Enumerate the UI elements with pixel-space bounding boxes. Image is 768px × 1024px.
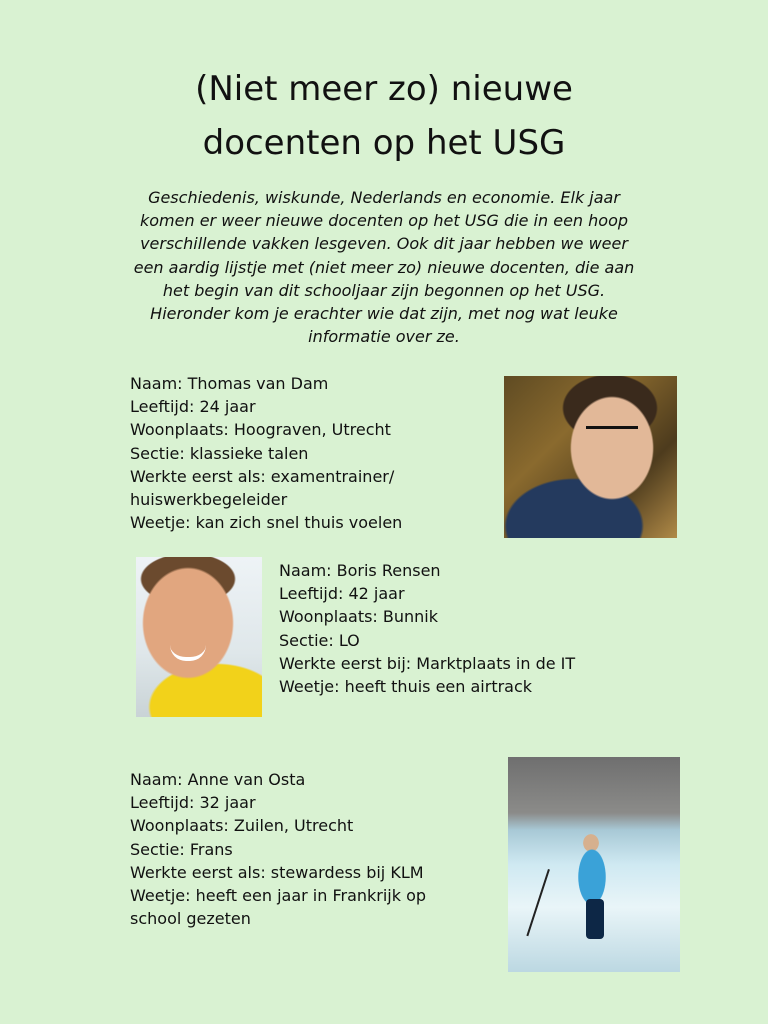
profile-age: Leeftijd: 24 jaar (130, 397, 256, 417)
profile-fact: Weetje: heeft thuis een airtrack (279, 677, 533, 697)
profile-section: Sectie: LO (279, 630, 360, 650)
intro-paragraph: Geschiedenis, wiskunde, Nederlands en economie. Elk jaar komen er weer nieuwe docenten op het USG die in een hoop verschillende vakken lesgeven. Ook dit jaar hebben we weer een aardig lijstje met (niet meer zo) nieuwe docenten, die aan het begin van dit schooljaar zijn begonnen op het USG. Hieronder kom je erachter wie dat zijn, met nog wat leuke informatie over ze. (133, 188, 635, 347)
page-title-line-1: (Niet meer zo) nieuwe (195, 69, 573, 109)
profile-previous-job: Werkte eerst als: stewardess bij KLM (130, 862, 424, 882)
profile-fact: Weetje: heeft een jaar in Frankrijk op (130, 886, 427, 906)
profile-anne (130, 768, 426, 930)
smile-detail (170, 645, 206, 661)
profile-residence: Woonplaats: Bunnik (279, 607, 439, 627)
profile-fact: Weetje: kan zich snel thuis voelen (130, 513, 403, 533)
profile-section: Sectie: Frans (130, 839, 233, 859)
profile-fact-cont: school gezeten (130, 909, 251, 929)
profile-section: Sectie: klassieke talen (130, 443, 309, 463)
profile-thomas (130, 372, 402, 534)
photo-anne (508, 757, 680, 972)
profile-residence: Woonplaats: Zuilen, Utrecht (130, 816, 354, 836)
glasses-detail (586, 426, 638, 445)
profile-name: Naam: Thomas van Dam (130, 374, 329, 393)
profile-previous-job: Werkte eerst bij: Marktplaats in de IT (279, 653, 576, 673)
profile-name: Naam: Anne van Osta (130, 770, 306, 789)
page-title-line-2: docenten op het USG (202, 123, 566, 163)
hiker-legs-detail (586, 899, 604, 939)
hiking-pole-detail (526, 869, 550, 936)
profile-age: Leeftijd: 32 jaar (130, 793, 256, 813)
profile-residence: Woonplaats: Hoograven, Utrecht (130, 420, 391, 440)
profile-age: Leeftijd: 42 jaar (279, 584, 405, 604)
profile-boris (279, 559, 575, 698)
page-title (0, 62, 768, 170)
photo-thomas (504, 376, 677, 538)
profile-previous-job-cont: huiswerkbegeleider (130, 490, 288, 510)
profile-previous-job: Werkte eerst als: examentrainer/ (130, 466, 395, 486)
profile-name: Naam: Boris Rensen (279, 561, 441, 580)
photo-boris (136, 557, 262, 717)
